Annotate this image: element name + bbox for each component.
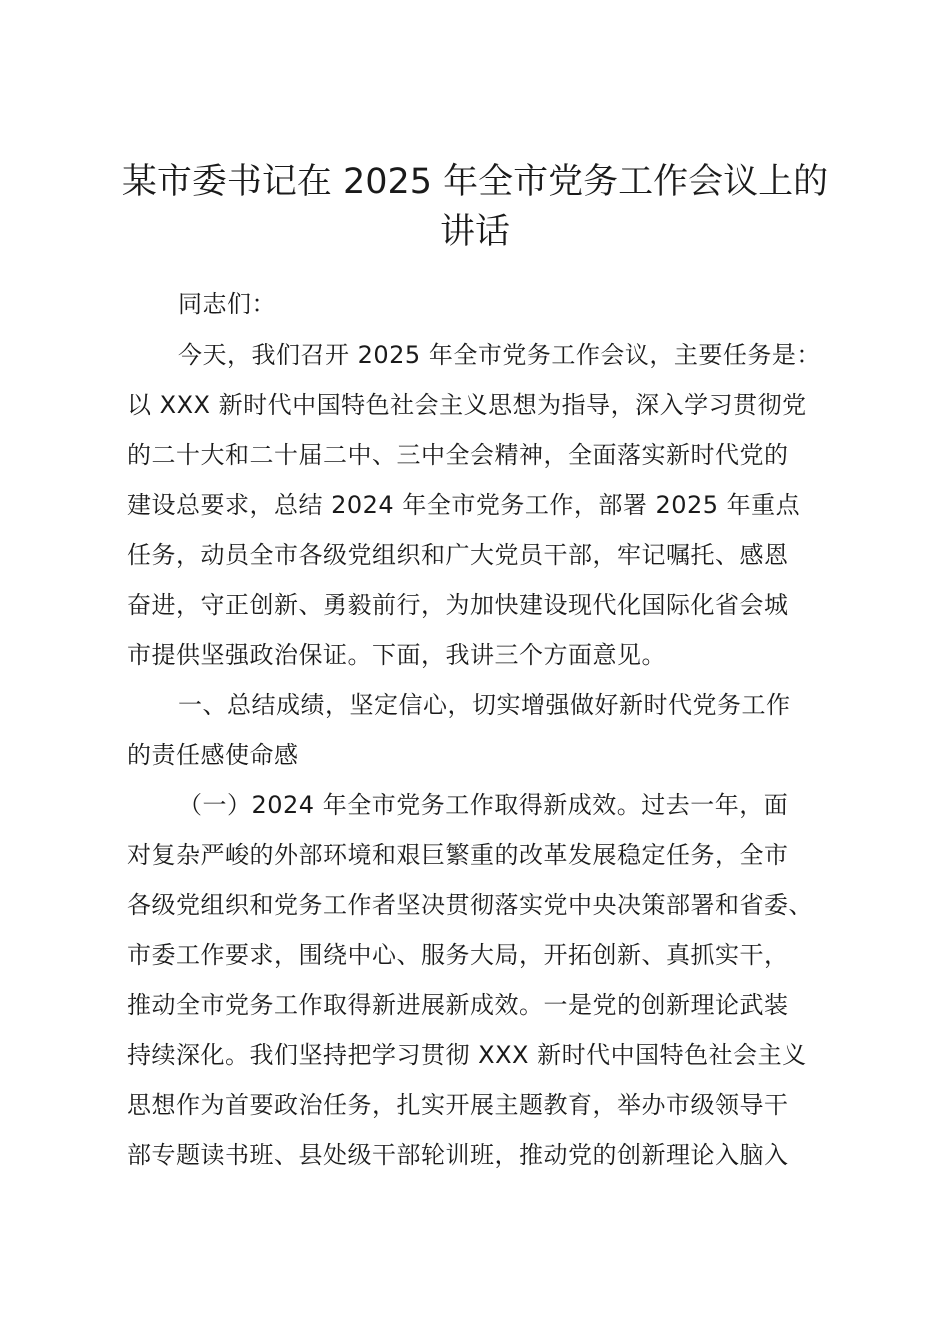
document-title: 某市委书记在 2025 年全市党务工作会议上的 <box>121 162 829 202</box>
paragraph-line: 推动全市党务工作取得新进展新成效。一是党的创新理论武装 <box>127 991 789 1019</box>
salutation: 同志们： <box>178 290 276 318</box>
section-heading: 一、总结成绩，坚定信心，切实增强做好新时代党务工作 <box>178 691 791 719</box>
paragraph-line: 今天，我们召开 2025 年全市党务工作会议，主要任务是： <box>178 341 821 369</box>
paragraph-line: 任务，动员全市各级党组织和广大党员干部，牢记嘱托、感恩 <box>127 541 789 569</box>
paragraph-line: 思想作为首要政治任务，扎实开展主题教育，举办市级领导干 <box>127 1091 789 1119</box>
paragraph-line: 建设总要求，总结 2024 年全市党务工作，部署 2025 年重点 <box>127 491 801 519</box>
document-title-continued: 讲话 <box>439 212 510 252</box>
paragraph-line: 市提供坚强政治保证。下面，我讲三个方面意见。 <box>127 641 666 669</box>
paragraph-line: 各级党组织和党务工作者坚决贯彻落实党中央决策部署和省委、 <box>127 891 813 919</box>
paragraph-line: 的二十大和二十届二中、三中全会精神，全面落实新时代党的 <box>127 441 789 469</box>
section-heading-continued: 的责任感使命感 <box>127 741 299 769</box>
paragraph-line: 持续深化。我们坚持把学习贯彻 XXX 新时代中国特色社会主义 <box>127 1041 807 1069</box>
paragraph-line: 对复杂严峻的外部环境和艰巨繁重的改革发展稳定任务，全市 <box>127 841 789 869</box>
paragraph-line: 部专题读书班、县处级干部轮训班，推动党的创新理论入脑入 <box>127 1141 789 1169</box>
paragraph-line: 市委工作要求，围绕中心、服务大局，开拓创新、真抓实干， <box>127 941 789 969</box>
paragraph-line: 以 XXX 新时代中国特色社会主义思想为指导，深入学习贯彻党 <box>127 391 807 419</box>
subsection-line: （一）2024 年全市党务工作取得新成效。过去一年，面 <box>178 791 789 819</box>
paragraph-line: 奋进，守正创新、勇毅前行，为加快建设现代化国际化省会城 <box>127 591 789 619</box>
